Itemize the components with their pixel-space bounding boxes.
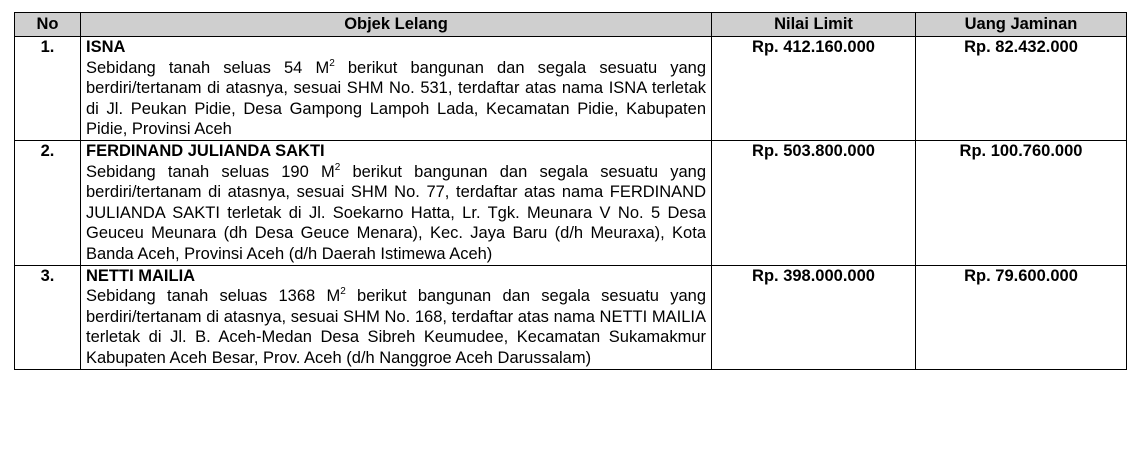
header-no: No [15,13,81,37]
object-cell [81,265,712,369]
description-text: Sebidang tanah seluas 190 M [86,162,335,181]
description-text: Sebidang tanah seluas 1368 M [86,287,341,306]
header-object: Objek Lelang [81,13,712,37]
area-unit-superscript: 2 [329,57,335,69]
owner-name: NETTI MAILIA [86,266,196,285]
area-unit-superscript: 2 [334,161,341,173]
table-row [15,265,1127,369]
auction-table [14,12,1127,370]
description-text: berikut bangunan dan segala sesuatu yang berdiri/tertanam di atasnya, sesuai SHM No. 531, terdaftar atas nama ISNA terletak di Jl. Peukan Pidie, Desa Gampong Lampoh Lada, Kecamatan Pidie, Kabupaten Pidie, Provinsi Aceh [86,58,706,139]
header-limit: Nilai Limit [712,13,916,37]
description-text: Sebidang tanah seluas 54 M [86,58,330,77]
owner-name: ISNA [86,38,126,56]
limit-value: Rp. 412.160.000 [712,37,916,141]
object-cell [81,140,712,265]
row-number: 2. [15,140,81,265]
owner-name: FERDINAND JULIANDA SAKTI [86,141,325,160]
header-row [15,13,1127,37]
row-number: 3. [15,265,81,369]
description-text: berikut bangunan dan segala sesuatu yang berdiri/tertanam di atasnya, sesuai SHM No. 168, terdaftar atas nama NETTI MAILIA terletak di Jl. B. Aceh-Medan Desa Sibreh Keumudee, Kecamatan Sukamakmur Kabupaten Aceh Besar, Prov. Aceh (d/h Nanggroe Aceh Darussalam) [86,287,706,367]
header-deposit: Uang Jaminan [916,13,1127,37]
object-cell [81,37,712,141]
object-description [86,286,706,368]
limit-value: Rp. 503.800.000 [712,140,916,265]
area-unit-superscript: 2 [340,286,346,298]
limit-value: Rp. 398.000.000 [712,265,916,369]
row-number: 1. [15,37,81,141]
deposit-value: Rp. 100.760.000 [916,140,1127,265]
table-row [15,140,1127,265]
table-row [15,37,1127,141]
object-description [86,58,706,140]
object-description [86,162,706,265]
deposit-value: Rp. 79.600.000 [916,265,1127,369]
deposit-value: Rp. 82.432.000 [916,37,1127,141]
description-text: berikut bangunan dan segala sesuatu yang berdiri/tertanam di atasnya, sesuai SHM No. 77, terdaftar atas nama FERDINAND JULIANDA SAKTI terletak di Jl. Soekarno Hatta, Lr. Tgk. Meunara V No. 5 Desa Geuceu Meunara (dh Desa Geuce Menara), Kec. Jaya Baru (d/h Meuraxa), Kota Banda Aceh, Provinsi Aceh (d/h Daerah Istimewa Aceh) [86,162,706,263]
